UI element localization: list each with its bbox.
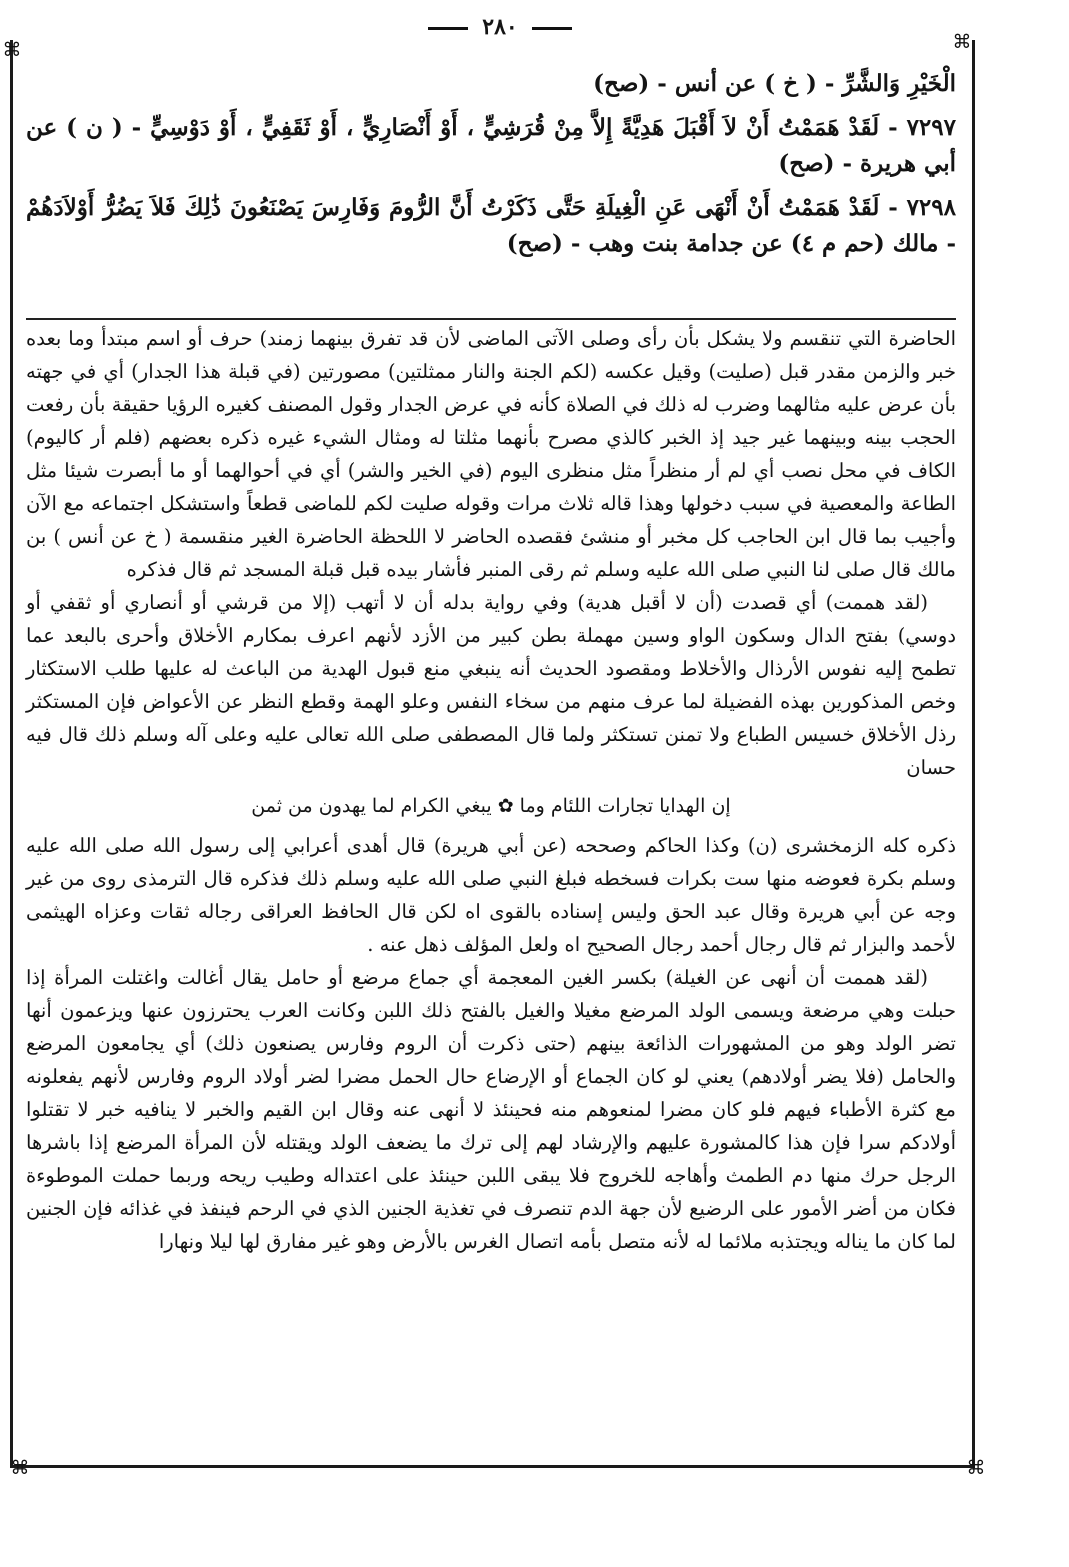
dash-right — [532, 27, 572, 30]
hadith-text-block — [26, 66, 956, 270]
commentary-paragraph: الحاضرة التي تنقسم ولا يشكل بأن رأى وصلى الآتى الماضى لأن قد تفرق بينهما زمند) حرف أو اسم مبتدأ وما بعده خبر والزمن مقدر قبل (صليت) وقيل عكسه (لكم الجنة والنار ممثلتين) مصورتين (في قبلة هذا الجدار) أي في جهته بأن عرض عليه مثالهما وضرب له ذلك في الصلاة كأنه في عرض الجدار وقول المصنف كغيره الرؤيا حقيقة بأن رفعت الحجب بينه وبينهما غير جيد إذ الخبر كالذي مصرح بأنهما مثلتا له ومثال الشيء غيره ذكره بعضهم (فلم أر كاليوم) الكاف في محل نصب أي لم أر منظراً مثل منظرى اليوم (في الخير والشر) أي في أحوالهما أو ما أبصرت شيئا مثل الطاعة والمعصية في سبب دخولها وهذا قاله ثلاث مرات وقوله صليت لكم للماضى قطعاً واستشكل اجتماعه مع الآن وأجيب بما قال ابن الحاجب كل مخبر أو منشئ فقصده الحاضر لا اللحظة الحاضرة الغير منقسمة ( خ عن أنس ) بن مالك قال صلى لنا النبي صلى الله عليه وسلم ثم رقى المنبر فأشار بيده قبل قبلة المسجد ثم قال فذكره — [26, 327, 956, 581]
poetry-verse: إن الهدايا تجارات اللئام وما ✿ يبغي الكرام لما يهدون من ثمن — [251, 795, 731, 817]
corner-ornament-icon: ⌘ — [2, 39, 22, 61]
commentary-block — [26, 322, 956, 1258]
page-number-header — [0, 14, 1000, 40]
page-number: ٢٨٠ — [482, 14, 518, 40]
hadith-continuation: الْخَيْرِ وَالشَّرِّ - ( خ ) عن أنس - (صح) — [593, 70, 956, 97]
corner-ornament-icon: ⌘ — [10, 1457, 30, 1479]
corner-ornament-icon: ⌘ — [966, 1457, 986, 1479]
hadith-7297: ٧٢٩٧ - لَقَدْ هَمَمْتُ أَنْ لاَ أَقْبَلَ هَدِيَّةً إِلاَّ مِنْ قُرَشِيٍّ ، أَوْ أَنْصَارِيٍّ ، أَوْ ثَقَفِيٍّ ، أَوْ دَوْسِيٍّ - ( ن ) عن أبي هريرة - (صح) — [26, 114, 956, 177]
section-divider — [26, 318, 956, 320]
commentary-paragraph: (لقد هممت) أي قصدت (أن لا أقبل هدية) وفي رواية بدله أن لا أتهب (إلا من قرشي أو أنصاري أو ثقفي أو دوسي) بفتح الدال وسكون الواو وسين مهملة بطن كبير من الأزد لأنهم اعرف بمكارم الأخلاق وأحرى بالبعد عما تطمح إليه نفوس الأرذال والأخلاط ومقصود الحديث أنه ينبغي منع قبول الهدية من الباعث له عليها طلب الاستكثار وخص المذكورين بهذه الفضيلة لما عرف منهم من سخاء النفس وعلو الهمة وقطع النظر عن الأعواض فإن المستكثر رذل الأخلاق خسيس الطباع ولا تمنن تستكثر ولما قال المصطفى صلى الله تعالى عليه وعلى آله وسلم ذلك قال فيه حسان — [26, 591, 956, 779]
commentary-paragraph: ذكره كله الزمخشرى (ن) وكذا الحاكم وصححه (عن أبي هريرة) قال أهدى أعرابي إلى رسول الله صلى الله عليه وسلم بكرة فعوضه منها ست بكرات فسخطه فبلغ النبي صلى الله عليه وسلم ذلك فذكره قال الترمذى روى من غير وجه عن أبي هريرة وقال عبد الحق وليس إسناده بالقوى اه لكن قال الحافظ العراقى رجاله ثقات وعزاه الهيثمى لأحمد والبزار ثم قال رجال أحمد رجال الصحيح اه ولعل المؤلف ذهل عنه . — [26, 834, 956, 956]
dash-left — [428, 27, 468, 30]
commentary-paragraph: (لقد هممت أن أنهى عن الغيلة) بكسر الغين المعجمة أي جماع مرضع أو حامل يقال أغالت واغتلت المرأة إذا حبلت وهي مرضعة ويسمى الولد المرضع مغيلا والغيل بالفتح ذلك اللبن وكانت العرب يحترزون عنها ويزعمون أنها تضر الولد وهو من المشهورات الذائعة بينهم (حتى ذكرت أن الروم وفارس يصنعون ذلك) أي يجامعون المرضع والحامل (فلا يضر أولادهم) يعني لو كان الجماع أو الإرضاع حال الحمل مضرا لضر أولاد الروم وفارس لأنهم يفعلونه مع كثرة الأطباء فيهم فلو كان مضرا لمنعوهم منه فحينئذ لا أنهى عنه وقال ابن القيم والخبر لا ينافيه خبر لا تقتلوا أولادكم سرا فإن هذا كالمشورة عليهم والإرشاد لهم إلى ترك ما يضعف الولد ويقتله لأن المرأة المرضع إذا باشرها الرجل حرك منها دم الطمث وأهاجه للخروج فلا يبقى اللبن حينئذ على اعتداله وطيب ريحه وربما حملت الموطوءة فكان من أضر الأمور على الرضيع لأن جهة الدم تنصرف في تغذية الجنين الذي في الرحم فينفذ في غذائه فإن الجنين لما كان ما يناله ويجتذبه ملائما له لأنه متصل بأمه اتصال الغرس بالأرض وهو غير مفارق لها ليلا ونهارا — [26, 966, 956, 1253]
corner-ornament-icon: ⌘ — [952, 31, 972, 53]
hadith-7298: ٧٢٩٨ - لَقَدْ هَمَمْتُ أَنْ أَنْهَى عَنِ الْغِيلَةِ حَتَّى ذَكَرْتُ أَنَّ الرُّومَ وَفَارِسَ يَصْنَعُونَ ذَٰلِكَ فَلاَ يَضُرُّ أَوْلاَدَهُمْ - مالك (حم م ٤) عن جدامة بنت وهب - (صح) — [26, 194, 956, 257]
